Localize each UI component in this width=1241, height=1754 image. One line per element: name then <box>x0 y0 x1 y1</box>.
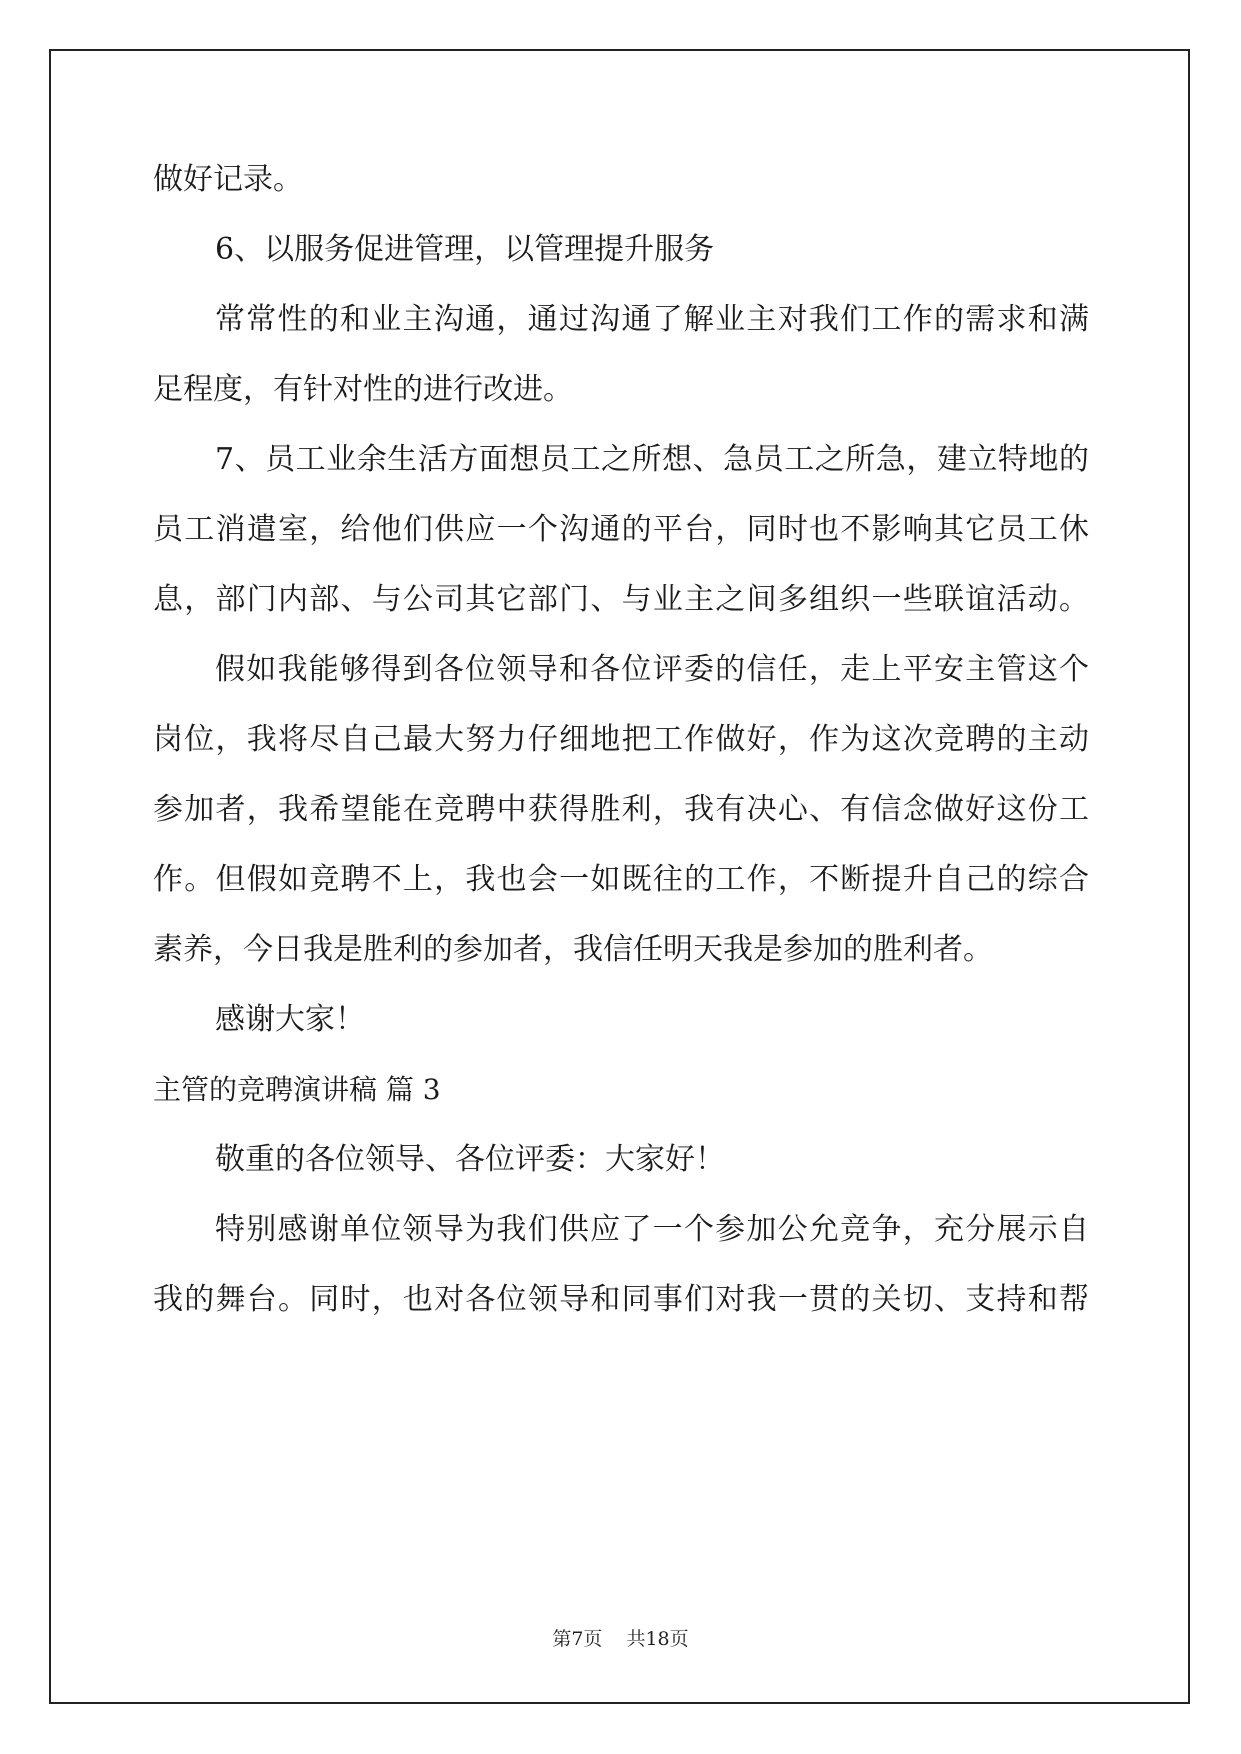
paragraph-line: 素养，今日我是胜利的参加者，我信任明天我是参加的胜利者。 <box>153 932 993 967</box>
text-line: 做好记录。 <box>153 162 303 197</box>
paragraph-line: 假如我能够得到各位领导和各位评委的信任，走上平安主管这个 <box>215 652 1089 687</box>
section-title: 主管的竞聘演讲稿 篇 3 <box>153 1073 441 1106</box>
paragraph-line: 常常性的和业主沟通，通过沟通了解业主对我们工作的需求和满 <box>215 302 1089 337</box>
section-heading-6: 6、以服务促进管理，以管理提升服务 <box>215 232 715 267</box>
paragraph-line: 足程度，有针对性的进行改进。 <box>153 372 573 407</box>
page-total: 共18页 <box>626 1628 689 1650</box>
paragraph-line: 员工消遣室，给他们供应一个沟通的平台，同时也不影响其它员工休 <box>153 512 1089 547</box>
paragraph-line: 特别感谢单位领导为我们供应了一个参加公允竞争，充分展示自 <box>215 1212 1089 1247</box>
paragraph-line: 我的舞台。同时，也对各位领导和同事们对我一贯的关切、支持和帮 <box>153 1282 1089 1317</box>
paragraph-line: 作。但假如竞聘不上，我也会一如既往的工作，不断提升自己的综合 <box>153 862 1089 897</box>
page-number: 第7页 <box>552 1628 603 1650</box>
paragraph-line: 岗位，我将尽自己最大努力仔细地把工作做好，作为这次竞聘的主动 <box>153 722 1089 757</box>
paragraph-line: 参加者，我希望能在竞聘中获得胜利，我有决心、有信念做好这份工 <box>153 792 1089 827</box>
paragraph-line: 息，部门内部、与公司其它部门、与业主之间多组织一些联谊活动。 <box>153 582 1089 617</box>
closing-line: 感谢大家！ <box>215 1002 365 1037</box>
greeting-line: 敬重的各位领导、各位评委：大家好！ <box>215 1142 725 1177</box>
page-footer <box>0 1627 1241 1651</box>
paragraph-line: 7、员工业余生活方面想员工之所想、急员工之所急，建立特地的 <box>215 442 1089 477</box>
